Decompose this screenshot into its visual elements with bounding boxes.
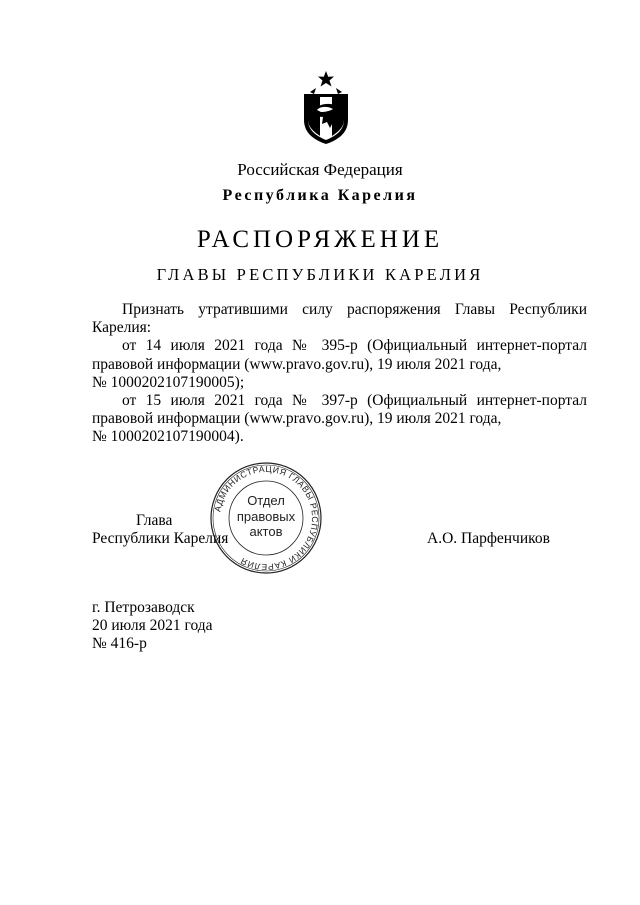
order-body [92,301,587,447]
intro-paragraph: Признать утратившими силу распоряжения Главы Республики Карелия: [92,301,587,337]
item-1-number: № 1000202107190005); [92,373,245,391]
issue-details [92,599,213,654]
signer-position-line2: Республики Карелия [92,530,229,547]
item-2-number: № 1000202107190004). [92,428,244,446]
document-type: РАСПОРЯЖЕНИЕ [196,226,444,253]
stamp-center-line2: правовых [236,509,296,524]
item-2-paragraph: от 15 июля 2021 года № 397-р (Официальный интернет-портал правовой информации (www.pravo.gov.ru), 19 июля 2021 года, [92,392,587,428]
stamp-center-line1: Отдел [247,493,285,508]
coat-of-arms-emblem [300,70,352,146]
item-1-paragraph: от 14 июля 2021 года № 395-р (Официальный интернет-портал правовой информации (www.pravo.gov.ru), 19 июля 2021 года, [92,337,587,373]
issuer-title: ГЛАВЫ РЕСПУБЛИКИ КАРЕЛИЯ [156,265,484,284]
issue-date: 20 июля 2021 года [92,617,213,635]
official-stamp [208,460,324,576]
stamp-center-line3: актов [249,524,283,539]
signer-name: А.О. Парфенчиков [427,530,550,547]
order-number: № 416-р [92,635,147,653]
stamp-ring-text: АДМИНИСТРАЦИЯ ГЛАВЫ РЕСПУБЛИКИ КАРЕЛИЯ [212,463,321,573]
country-name: Российская Федерация [237,160,403,179]
issue-city: г. Петрозаводск [92,599,195,616]
star-icon [318,71,334,87]
republic-name: Республика Карелия [222,187,418,204]
signer-position-line1: Глава [136,512,173,529]
